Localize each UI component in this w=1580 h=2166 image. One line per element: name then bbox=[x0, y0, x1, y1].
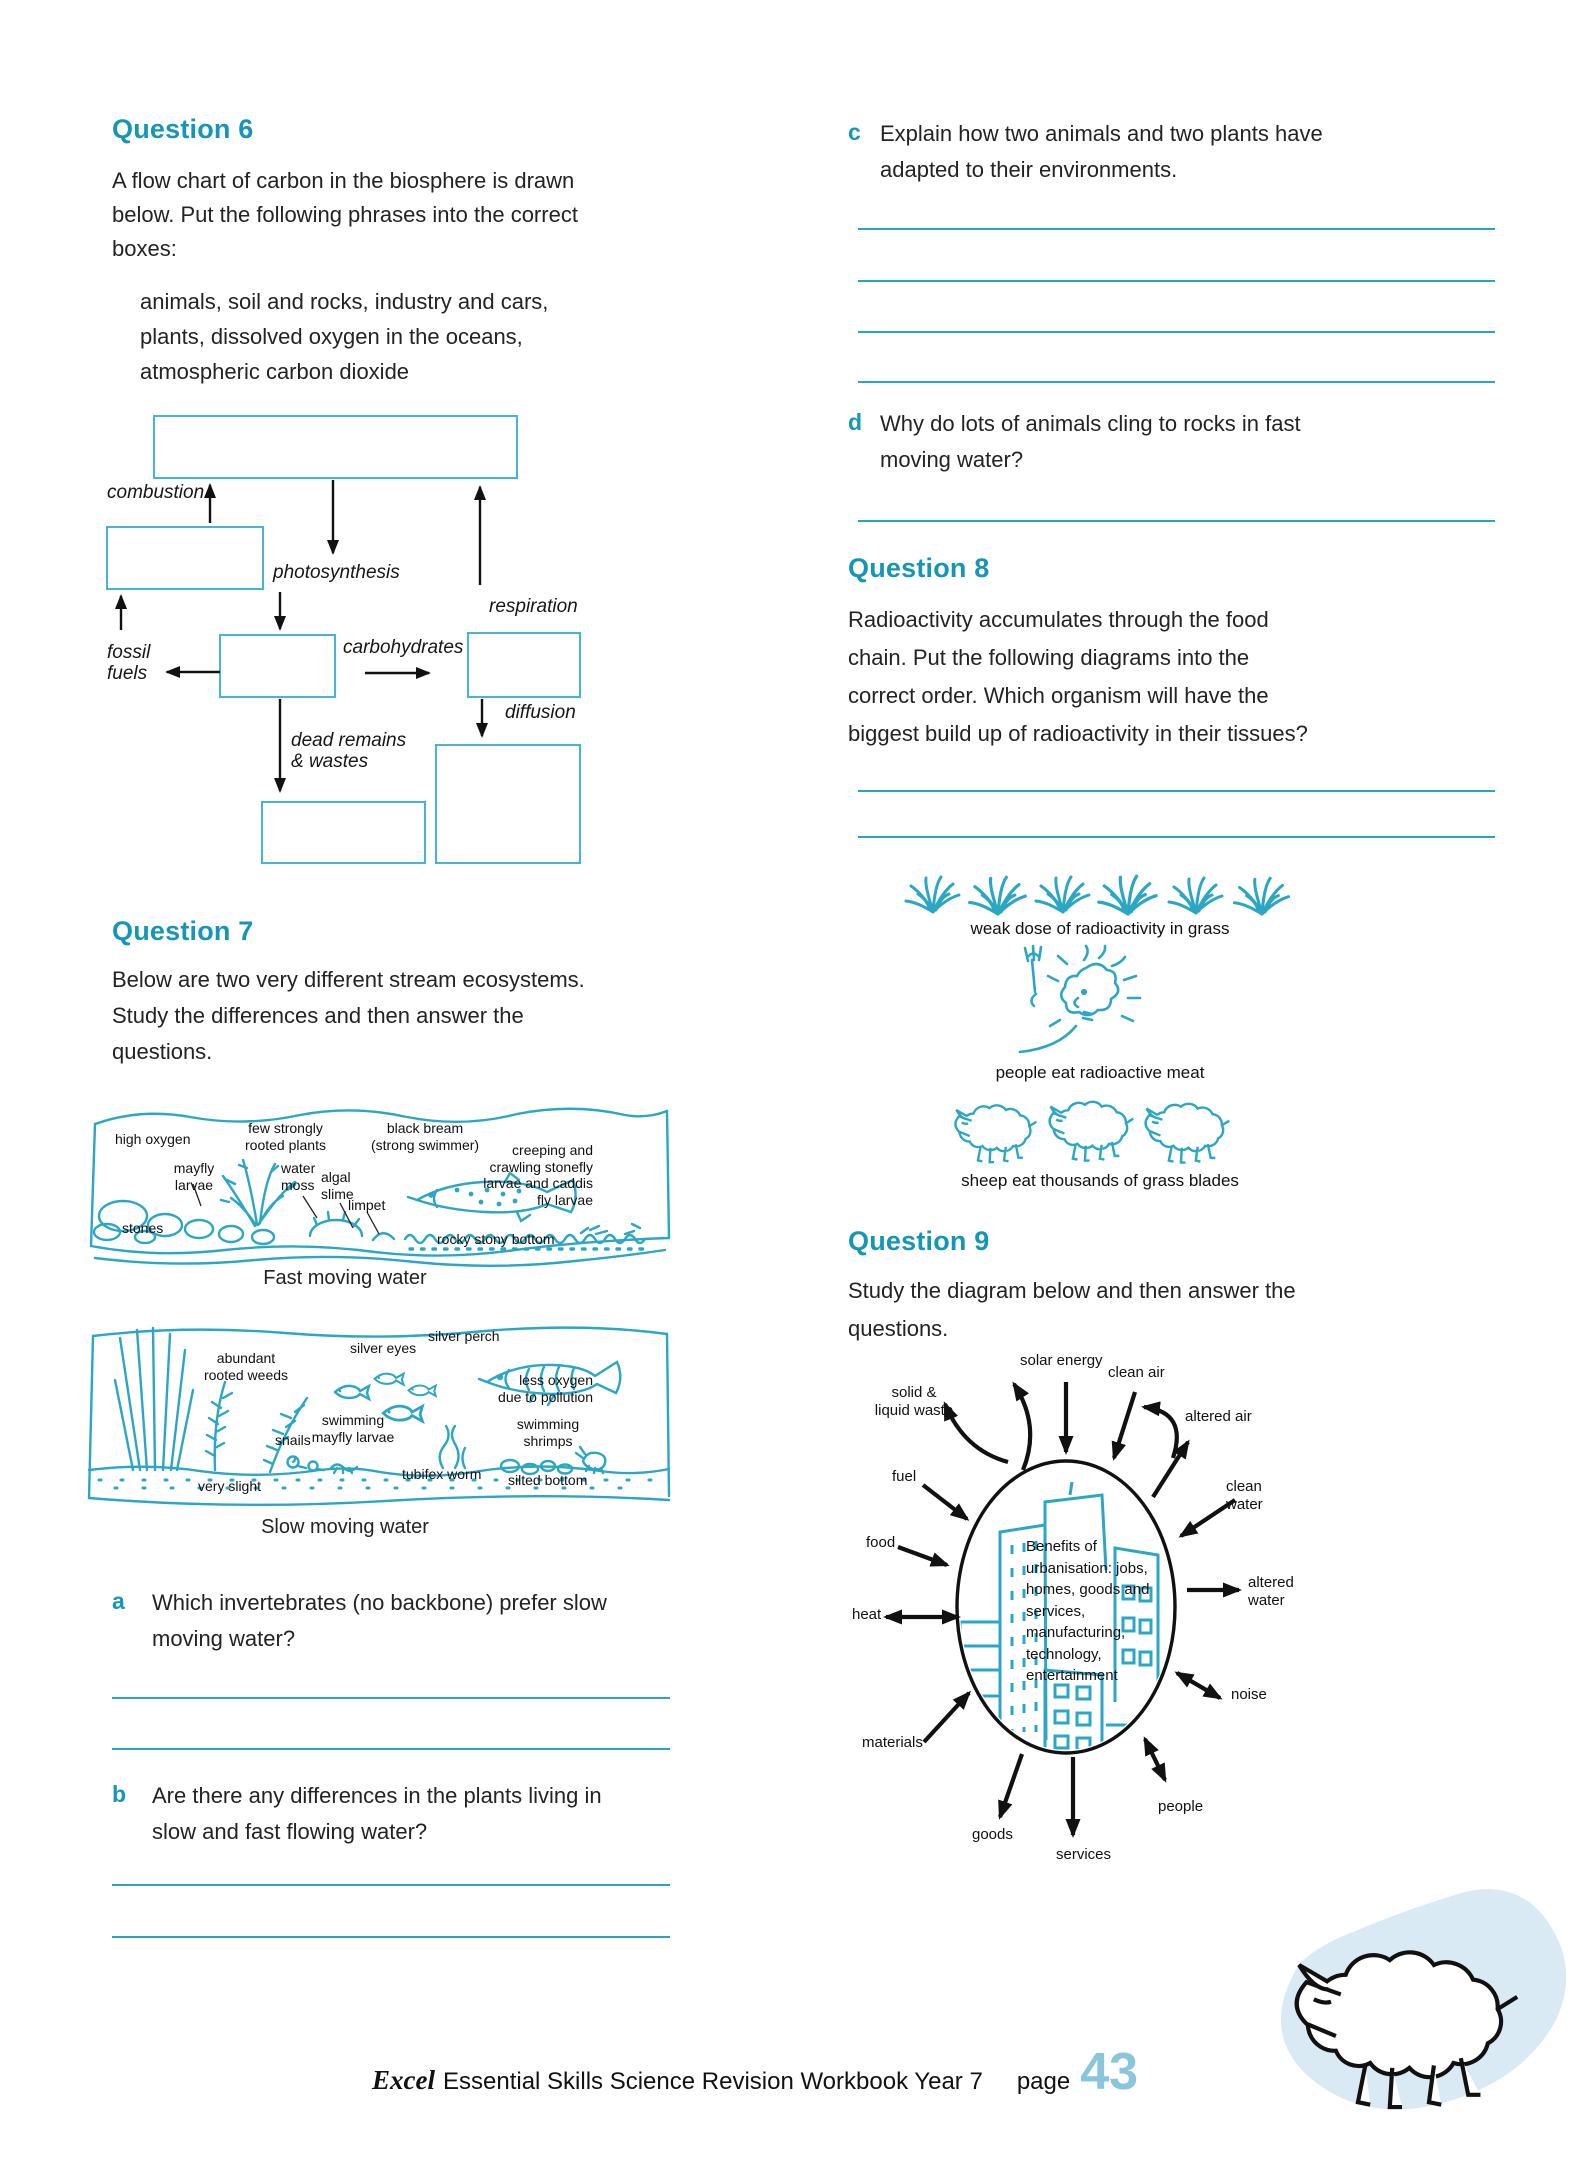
corner-sheep-icon bbox=[1240, 1868, 1580, 2166]
urb-label-fuel: fuel bbox=[892, 1468, 917, 1485]
answer-line bbox=[858, 381, 1495, 383]
answer-line bbox=[112, 1748, 670, 1750]
question6-phrase-list: animals, soil and rocks, industry and cars, plants, dissolved oxygen in the oceans, atmospheric carbon dioxide bbox=[140, 289, 549, 384]
question7-body: Below are two very different stream ecosystems. Study the differences and then answer the questions. bbox=[112, 967, 585, 1064]
fast-label-rocky-bottom: rocky stony bottom bbox=[437, 1231, 555, 1247]
question-b-text: Are there any differences in the plants living in slow and fast flowing water? bbox=[152, 1783, 602, 1844]
question-c-letter: c bbox=[848, 119, 861, 145]
question8-body: Radioactivity accumulates through the food chain. Put the following diagrams into the correct order. Which organism will have the biggest build up of radioactivity in their tissues? bbox=[848, 607, 1308, 746]
slow-water-caption: Slow moving water bbox=[261, 1516, 429, 1538]
question-a-letter: a bbox=[112, 1588, 125, 1614]
answer-line bbox=[858, 228, 1495, 230]
leader-limpet bbox=[367, 1212, 379, 1234]
person-eating-icon bbox=[1000, 940, 1150, 1065]
question-d-letter: d bbox=[848, 409, 863, 435]
question8-heading: Question 8 bbox=[848, 553, 990, 583]
answer-line bbox=[112, 1936, 670, 1938]
flow-label-photosynthesis: photosynthesis bbox=[273, 562, 400, 583]
question6-heading: Question 6 bbox=[112, 114, 254, 144]
question-c-text: Explain how two animals and two plants have adapted to their environments. bbox=[880, 121, 1323, 182]
flow-box-right bbox=[468, 633, 580, 697]
answer-line bbox=[858, 520, 1495, 522]
fast-label-black-bream: black bream (strong swimmer) bbox=[370, 1120, 480, 1153]
answer-line bbox=[858, 790, 1495, 792]
slow-label-very-slight: very slight bbox=[198, 1478, 262, 1494]
page-footer bbox=[372, 2043, 1139, 2101]
urb-label-altered-water: altered water bbox=[1248, 1574, 1294, 1609]
flow-label-fossil-fuels: fossil fuels bbox=[107, 642, 151, 684]
question-b-letter: b bbox=[112, 1781, 127, 1807]
flow-label-diffusion: diffusion bbox=[505, 702, 576, 723]
slow-label-tubifex: tubifex worm bbox=[402, 1466, 482, 1482]
grass-caption: weak dose of radioactivity in grass bbox=[970, 919, 1230, 938]
question7-heading: Question 7 bbox=[112, 916, 254, 946]
people-caption: people eat radioactive meat bbox=[995, 1063, 1205, 1082]
fast-label-high-oxygen: high oxygen bbox=[115, 1131, 191, 1147]
arrow-materials bbox=[924, 1693, 969, 1742]
arrow-food bbox=[898, 1547, 947, 1565]
urb-label-altered-air: altered air bbox=[1185, 1408, 1252, 1425]
urbanisation-diagram bbox=[840, 1340, 1580, 1885]
flow-box-left bbox=[107, 527, 263, 589]
flow-box-middle bbox=[220, 635, 335, 697]
urb-label-heat: heat bbox=[852, 1606, 882, 1623]
answer-line bbox=[112, 1697, 670, 1699]
question-d-text: Why do lots of animals cling to rocks in fast moving water? bbox=[880, 411, 1301, 472]
urb-label-goods: goods bbox=[972, 1826, 1013, 1843]
urb-label-clean-water: clean water bbox=[1226, 1478, 1263, 1513]
footer-brand: Excel bbox=[372, 2065, 435, 2095]
arrow-goods bbox=[1000, 1754, 1022, 1817]
answer-line bbox=[858, 280, 1495, 282]
flow-label-respiration: respiration bbox=[489, 596, 578, 617]
question-a-text: Which invertebrates (no backbone) prefer slow moving water? bbox=[152, 1590, 607, 1651]
urb-label-solar: solar energy bbox=[1020, 1352, 1103, 1369]
footer-page-label: page bbox=[1016, 2068, 1071, 2095]
flow-label-dead-remains: dead remains & wastes bbox=[291, 730, 407, 772]
urb-label-materials: materials bbox=[862, 1734, 923, 1751]
flow-box-top bbox=[154, 416, 517, 478]
slow-label-shrimps: swimming shrimps bbox=[516, 1416, 580, 1449]
urb-label-food: food bbox=[866, 1534, 896, 1551]
fast-label-stonefly: creeping and crawling stonefly larvae and caddis fly larvae bbox=[483, 1142, 593, 1208]
fast-label-rooted-plants: few strongly rooted plants bbox=[245, 1120, 326, 1153]
arrow-clean-air bbox=[1114, 1392, 1135, 1458]
carbon-flow-chart bbox=[85, 300, 685, 890]
sheep-caption: sheep eat thousands of grass blades bbox=[961, 1171, 1239, 1190]
answer-line bbox=[112, 1884, 670, 1886]
arrow-fuel bbox=[923, 1485, 967, 1519]
fast-label-mayfly: mayfly larvae bbox=[173, 1160, 215, 1193]
arrow-altered-air bbox=[1153, 1442, 1188, 1497]
answer-line bbox=[858, 836, 1495, 838]
arrow-air-return bbox=[1144, 1407, 1177, 1458]
answer-line bbox=[858, 331, 1495, 333]
fast-label-limpet: limpet bbox=[348, 1197, 386, 1213]
grass-icon bbox=[900, 856, 1300, 920]
fast-water-caption: Fast moving water bbox=[263, 1267, 427, 1289]
flow-chart-drawing bbox=[85, 300, 685, 890]
urb-center-text: Benefits of urbanisation: jobs, homes, goods and services, manufacturing, technology, entertainment bbox=[1026, 1538, 1150, 1684]
urb-label-people: people bbox=[1158, 1798, 1204, 1815]
flow-label-combustion: combustion bbox=[107, 482, 205, 503]
slow-label-silted: silted bottom bbox=[508, 1472, 588, 1488]
urb-label-services: services bbox=[1056, 1846, 1112, 1863]
sheep-trio-icon bbox=[950, 1088, 1240, 1172]
question9-heading: Question 9 bbox=[848, 1226, 990, 1256]
slow-label-snails: snails bbox=[275, 1432, 311, 1448]
slow-label-silver-eyes: silver eyes bbox=[350, 1340, 417, 1356]
urb-label-clean-air: clean air bbox=[1108, 1364, 1165, 1381]
urb-label-solid-waste: solid & liquid waste bbox=[874, 1384, 954, 1419]
fast-label-water-moss: water moss bbox=[281, 1160, 316, 1193]
footer-page-number: 43 bbox=[1080, 2043, 1139, 2101]
flow-label-carbohydrates: carbohydrates bbox=[343, 637, 464, 658]
fast-label-stones: stones bbox=[122, 1220, 164, 1236]
slow-label-weeds: abundant rooted weeds bbox=[203, 1350, 289, 1383]
footer-title: Essential Skills Science Revision Workbook Year 7 bbox=[442, 2068, 983, 2095]
flow-box-bottom-right bbox=[436, 745, 580, 863]
flow-box-bottom-middle bbox=[262, 802, 425, 863]
arrow-noise bbox=[1177, 1673, 1220, 1698]
fast-water-diagram bbox=[85, 1098, 675, 1298]
slow-water-diagram bbox=[85, 1320, 675, 1550]
urb-label-noise: noise bbox=[1231, 1686, 1267, 1703]
slow-label-less-oxygen: less oxygen due to pollution bbox=[498, 1372, 593, 1405]
slow-label-silver-perch: silver perch bbox=[428, 1328, 500, 1344]
slow-label-mayfly: swimming mayfly larvae bbox=[311, 1412, 395, 1445]
question6-body: A flow chart of carbon in the biosphere is drawn below. Put the following phrases into the correct boxes: bbox=[112, 168, 578, 261]
question9-body: Study the diagram below and then answer the questions. bbox=[848, 1278, 1296, 1341]
fast-label-algal-slime: algal slime bbox=[321, 1169, 354, 1202]
leader-water-moss bbox=[303, 1196, 317, 1218]
arrow-people bbox=[1145, 1739, 1165, 1780]
arrow-out-top bbox=[1014, 1384, 1030, 1470]
